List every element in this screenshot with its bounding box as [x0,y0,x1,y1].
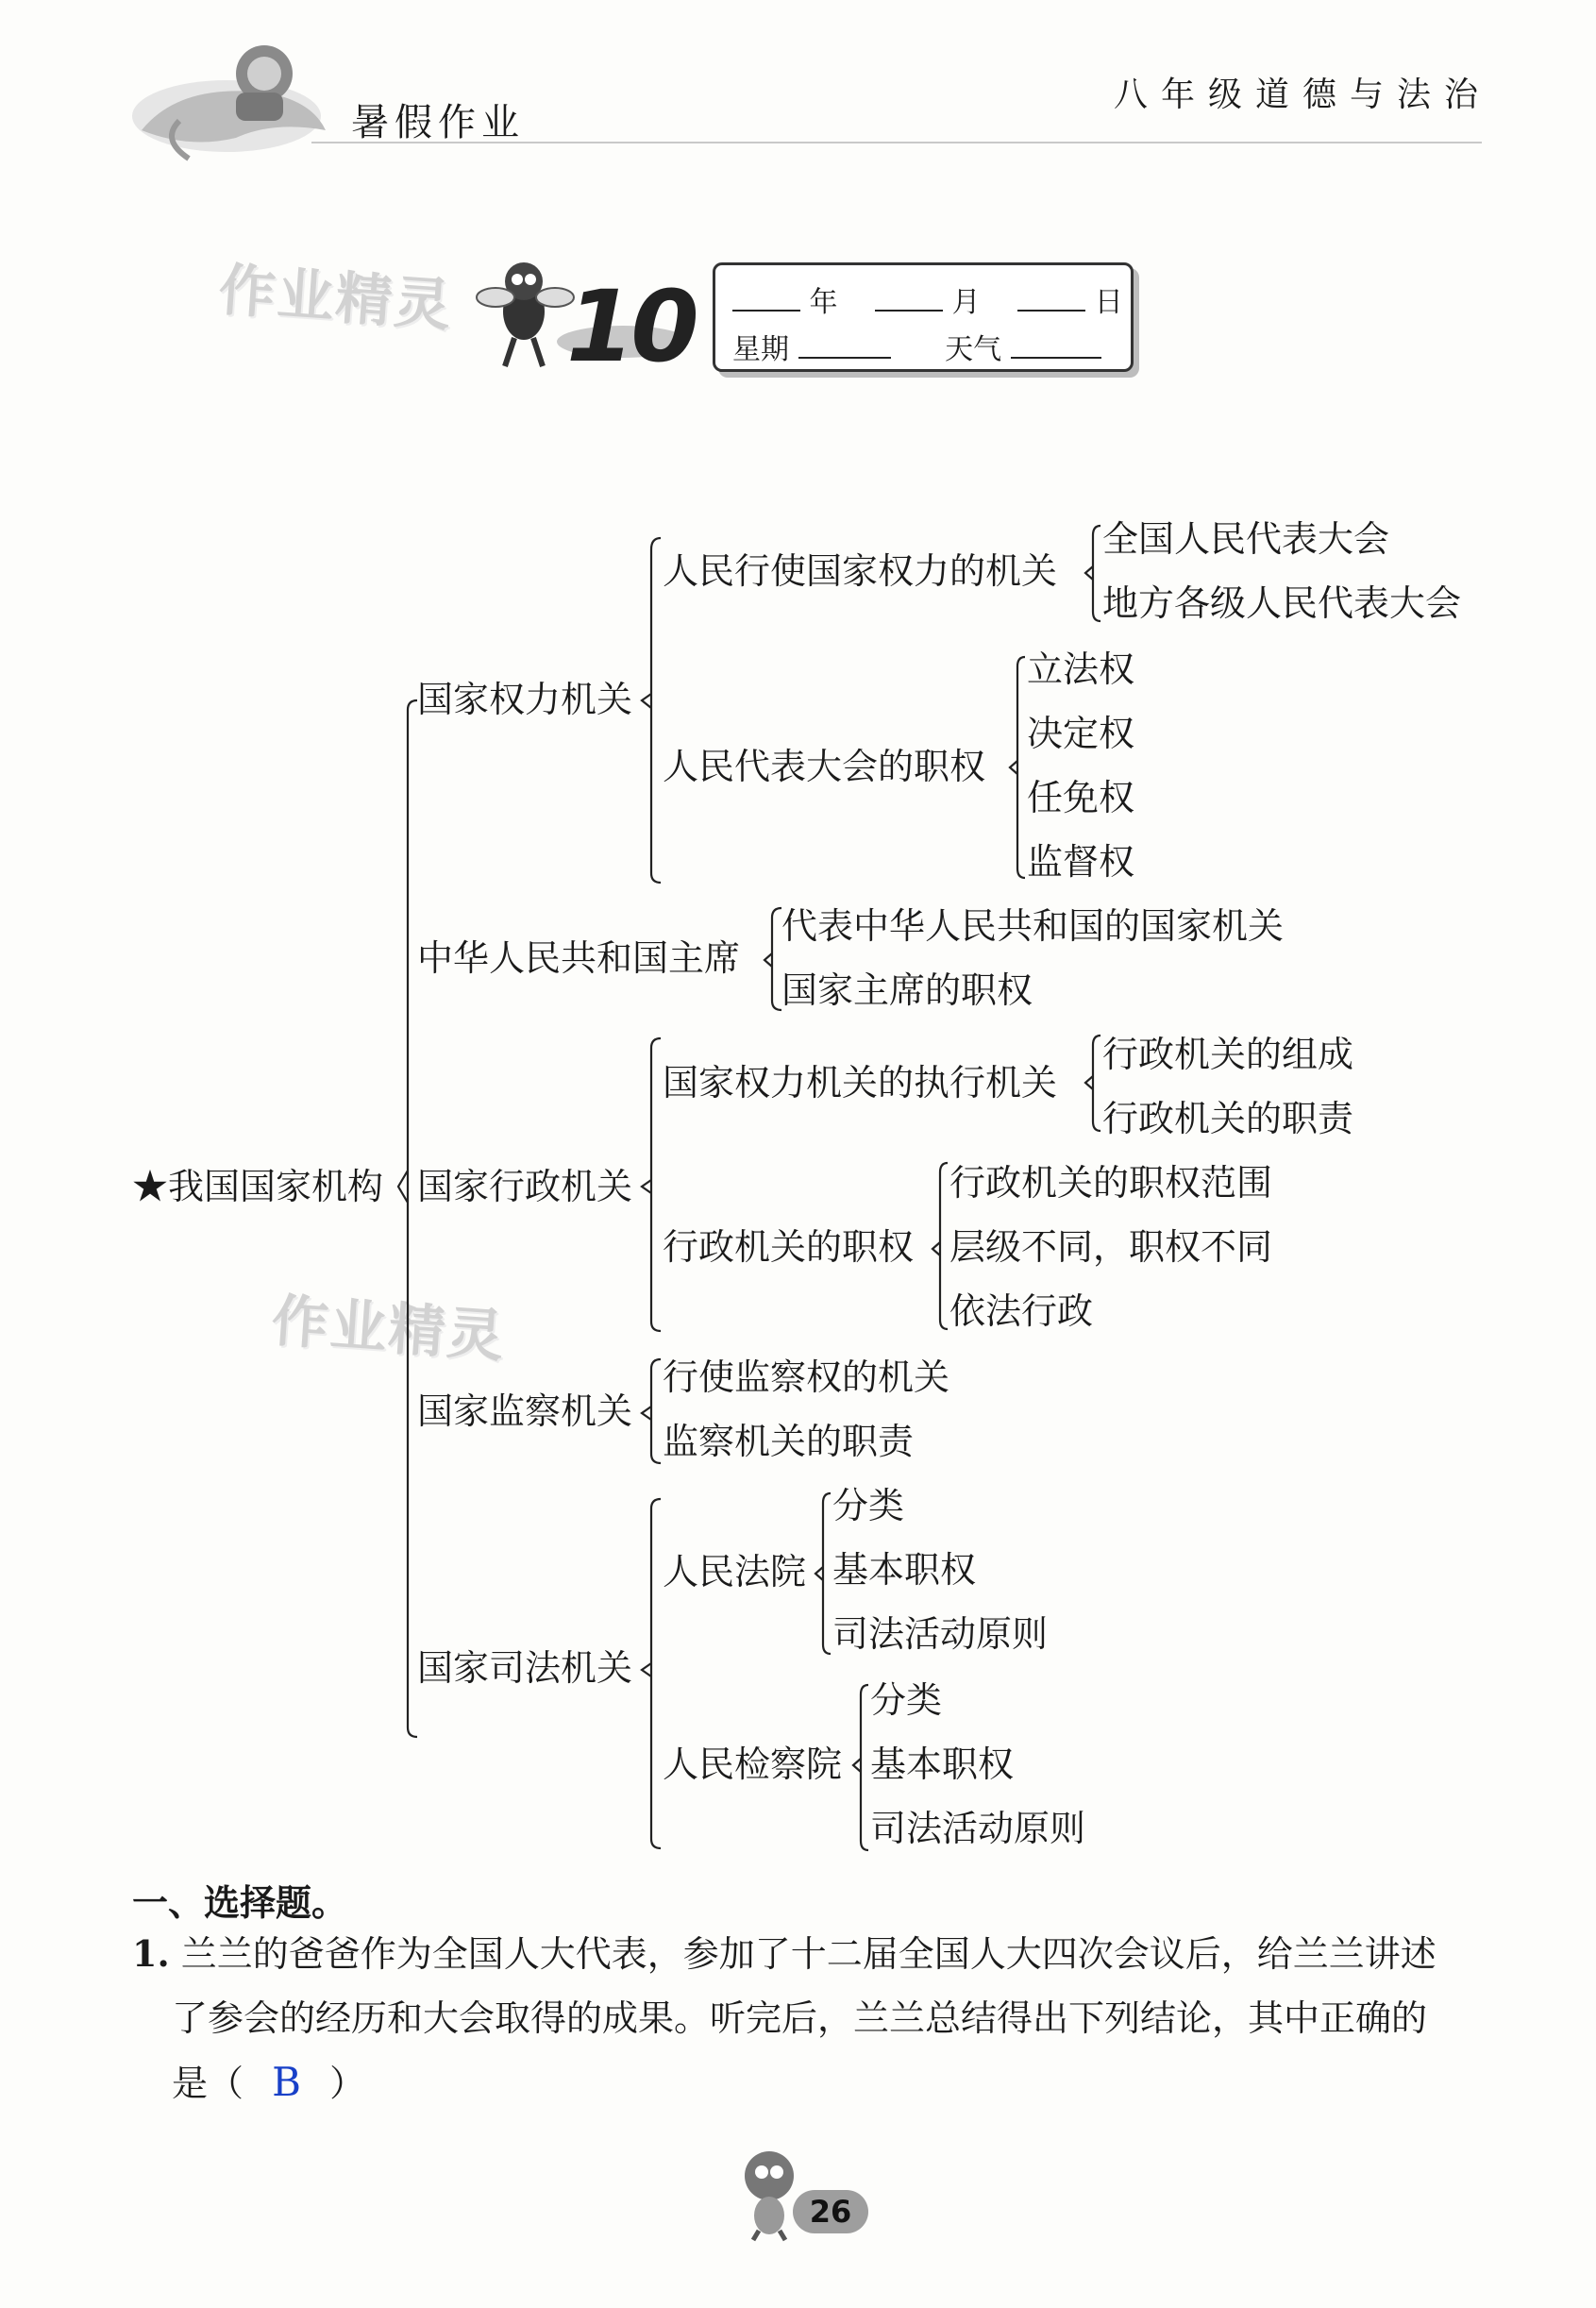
weekday-blank[interactable] [798,332,891,359]
node-supervisory-duties: 监察机关的职责 [663,1421,915,1462]
node-supervision-power: 监督权 [1027,841,1135,883]
question-line-3: 是（ [172,2063,244,2104]
node-levels-differ: 层级不同，职权不同 [949,1226,1273,1268]
node-legislative-power: 立法权 [1027,649,1135,690]
tree-root: ★我国国家机构 [132,1166,384,1207]
node-supervisory-exercise: 行使监察权的机关 [663,1356,950,1398]
node-president-powers: 国家主席的职权 [781,969,1033,1011]
node-admin-powers: 行政机关的职权 [663,1226,915,1268]
node-state-president: 中华人民共和国主席 [417,937,741,979]
question-1 [132,1922,1491,2115]
year-blank[interactable] [732,285,800,312]
node-judicial-organs: 国家司法机关 [417,1647,633,1689]
node-congress-powers: 人民代表大会的职权 [663,746,986,787]
answer-mark: B [272,2059,301,2105]
header-title: 暑假作业 [351,101,525,144]
weather-label: 天气 [945,333,1002,366]
node-lawful-admin: 依法行政 [949,1290,1094,1332]
node-procuratorate-basic-powers: 基本职权 [870,1744,1015,1785]
page-number: 26 [793,2190,868,2233]
node-president-represents: 代表中华人民共和国的国家机关 [781,905,1285,947]
section-heading: 一、选择题。 [132,1882,348,1924]
node-people-exercise-power: 人民行使国家权力的机关 [663,550,1058,592]
node-procuratorate-principles: 司法活动原则 [870,1808,1086,1849]
node-supervisory-organs: 国家监察机关 [417,1390,633,1432]
day-blank[interactable] [1017,285,1085,312]
header-mascot-illustration [123,26,340,168]
node-admin-power-scope: 行政机关的职权范围 [949,1162,1273,1204]
bee-mascot-icon [472,255,576,378]
watermark-middle: 作业精灵 [269,1288,508,1371]
question-line-1: 兰兰的爸爸作为全国人大代表，参加了十二届全国人大四次会议后，给兰兰讲述 [180,1933,1436,1975]
question-line-3-close: ） [329,2063,366,2104]
node-state-power-organs: 国家权力机关 [417,679,633,720]
day-number: 10 [566,269,696,384]
node-executive-organs: 国家权力机关的执行机关 [663,1062,1058,1103]
node-appointment-power: 任免权 [1027,777,1135,818]
footer-mascot-icon [736,2148,802,2242]
node-procuratorate-classification: 分类 [870,1679,943,1721]
watermark-top: 作业精灵 [216,257,455,340]
node-court-principles: 司法活动原则 [832,1613,1049,1655]
month-label: 月 [951,286,981,319]
node-peoples-court: 人民法院 [663,1551,807,1592]
day-label: 日 [1094,286,1123,319]
header-divider [311,142,1482,143]
month-blank[interactable] [875,285,943,312]
date-box [713,262,1134,372]
node-admin-duties: 行政机关的职责 [1102,1098,1354,1139]
question-line-2: 了参会的经历和大会取得的成果。听完后，兰兰总结得出下列结论，其中正确的 [172,1997,1428,2039]
node-admin-composition: 行政机关的组成 [1102,1034,1354,1075]
node-court-basic-powers: 基本职权 [832,1549,977,1591]
node-procuratorate: 人民检察院 [663,1744,843,1785]
weather-blank[interactable] [1011,332,1101,359]
weekday-label: 星期 [732,333,789,366]
node-admin-organs: 国家行政机关 [417,1166,633,1207]
node-court-classification: 分类 [832,1485,905,1526]
header-subject: 八年级道德与法治 [1114,76,1492,114]
node-decision-power: 决定权 [1027,713,1135,754]
year-label: 年 [809,286,838,319]
node-npc: 全国人民代表大会 [1102,518,1390,560]
question-number: 1. [132,1932,170,1975]
node-local-congress: 地方各级人民代表大会 [1102,582,1462,624]
